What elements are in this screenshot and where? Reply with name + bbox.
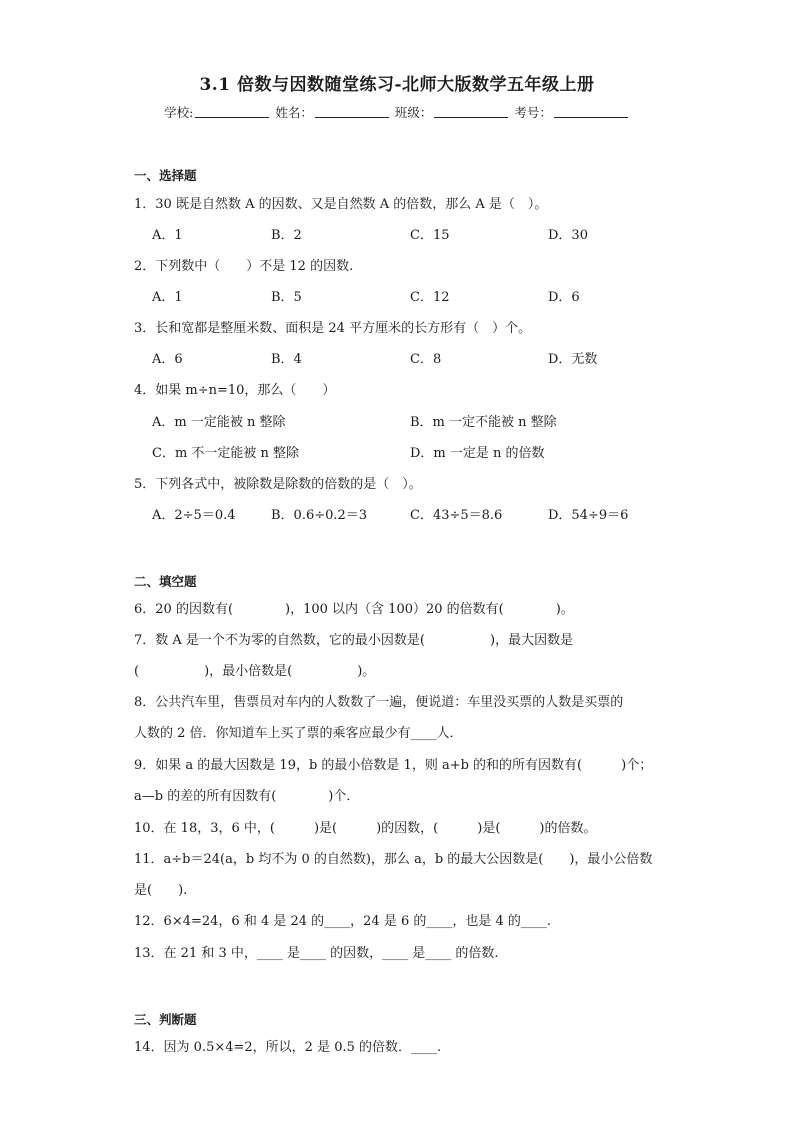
q1-option-c: C．15: [410, 228, 450, 243]
q5-option-c: C．43÷5＝8.6: [410, 508, 503, 523]
q2-option-c: C．12: [410, 290, 450, 305]
q3-option-a: A．6: [152, 352, 183, 367]
question-3: 3．长和宽都是整厘米数、面积是 24 平方厘米的长方形有（ ）个。: [134, 321, 532, 336]
q5-option-b: B．0.6÷0.2＝3: [271, 508, 368, 523]
q5-option-d: D．54÷9＝6: [548, 508, 629, 523]
class-blank[interactable]: [434, 105, 508, 118]
question-9-line-2: a—b 的差的所有因数有( )个．: [134, 789, 360, 804]
question-2: 2．下列数中（ ）不是 12 的因数.: [134, 259, 354, 274]
question-4: 4．如果 m÷n=10，那么（ ）: [134, 383, 336, 398]
q4-option-b: B．m 一定不能被 n 整除: [410, 415, 557, 430]
page-title: 3.1 倍数与因数随堂练习-北师大版数学五年级上册: [199, 75, 595, 95]
question-1: 1．30 既是自然数 A 的因数、又是自然数 A 的倍数，那么 A 是（ ）。: [134, 197, 548, 212]
section-heading-choice: 一、选择题: [134, 168, 197, 183]
student-info-line: [0, 103, 794, 121]
question-7-line-1: 7．数 A 是一个不为零的自然数，它的最小因数是( )，最大因数是: [134, 633, 574, 648]
q4-option-a: A．m 一定能被 n 整除: [152, 415, 286, 430]
q1-option-d: D．30: [548, 228, 588, 243]
question-11-line-2: 是( ).: [134, 883, 188, 898]
q2-option-d: D．6: [548, 290, 580, 305]
q5-option-a: A．2÷5＝0.4: [152, 508, 236, 523]
school-label: 学校:: [164, 105, 194, 120]
exam-number-label: 考号：: [514, 105, 552, 120]
question-8-line-2: 人数的 2 倍．你知道车上买了票的乘客应最少有____人．: [134, 726, 463, 741]
question-6: 6．20 的因数有( )，100 以内（含 100）20 的倍数有( )。: [134, 602, 574, 617]
class-label: 班级：: [394, 105, 433, 120]
question-7-line-2: ( )，最小倍数是( )。: [134, 664, 376, 679]
q1-option-a: A．1: [152, 228, 183, 243]
q2-option-a: A．1: [152, 290, 183, 305]
q1-option-b: B．2: [271, 228, 302, 243]
question-11-line-1: 11．a÷b＝24(a，b 均不为 0 的自然数)，那么 a，b 的最大公因数是( )，最小公倍数: [134, 852, 653, 867]
question-12: 12．6×4=24，6 和 4 是 24 的____，24 是 6 的____，也是 4 的____.: [134, 914, 552, 929]
q4-option-c: C．m 不一定能被 n 整除: [152, 446, 300, 461]
name-blank[interactable]: [315, 105, 389, 118]
question-8-line-1: 8．公共汽车里，售票员对车内的人数数了一遍，便说道：车里没买票的人数是买票的: [134, 695, 624, 710]
question-5: 5．下列各式中，被除数是除数的倍数的是（ ）。: [134, 477, 422, 492]
name-label: 姓名：: [275, 105, 313, 120]
q3-option-c: C．8: [410, 352, 442, 367]
question-14: 14．因为 0.5×4=2，所以，2 是 0.5 的倍数．____.: [134, 1040, 442, 1055]
q3-option-b: B．4: [271, 352, 302, 367]
section-heading-fill: 二、填空题: [134, 574, 197, 589]
exam-number-blank[interactable]: [554, 105, 628, 118]
question-9-line-1: 9．如果 a 的最大因数是 19，b 的最小倍数是 1，则 a+b 的和的所有因数有( )个；: [134, 758, 653, 773]
school-blank[interactable]: [195, 105, 269, 118]
q4-option-d: D．m 一定是 n 的倍数: [410, 446, 545, 461]
q3-option-d: D．无数: [548, 352, 598, 367]
q2-option-b: B．5: [271, 290, 302, 305]
question-13: 13．在 21 和 3 中，____ 是____ 的因数，____ 是____ 的倍数.: [134, 946, 499, 961]
section-heading-judge: 三、判断题: [134, 1012, 197, 1027]
question-10: 10．在 18，3，6 中，( )是( )的因数，( )是( )的倍数。: [134, 821, 597, 836]
